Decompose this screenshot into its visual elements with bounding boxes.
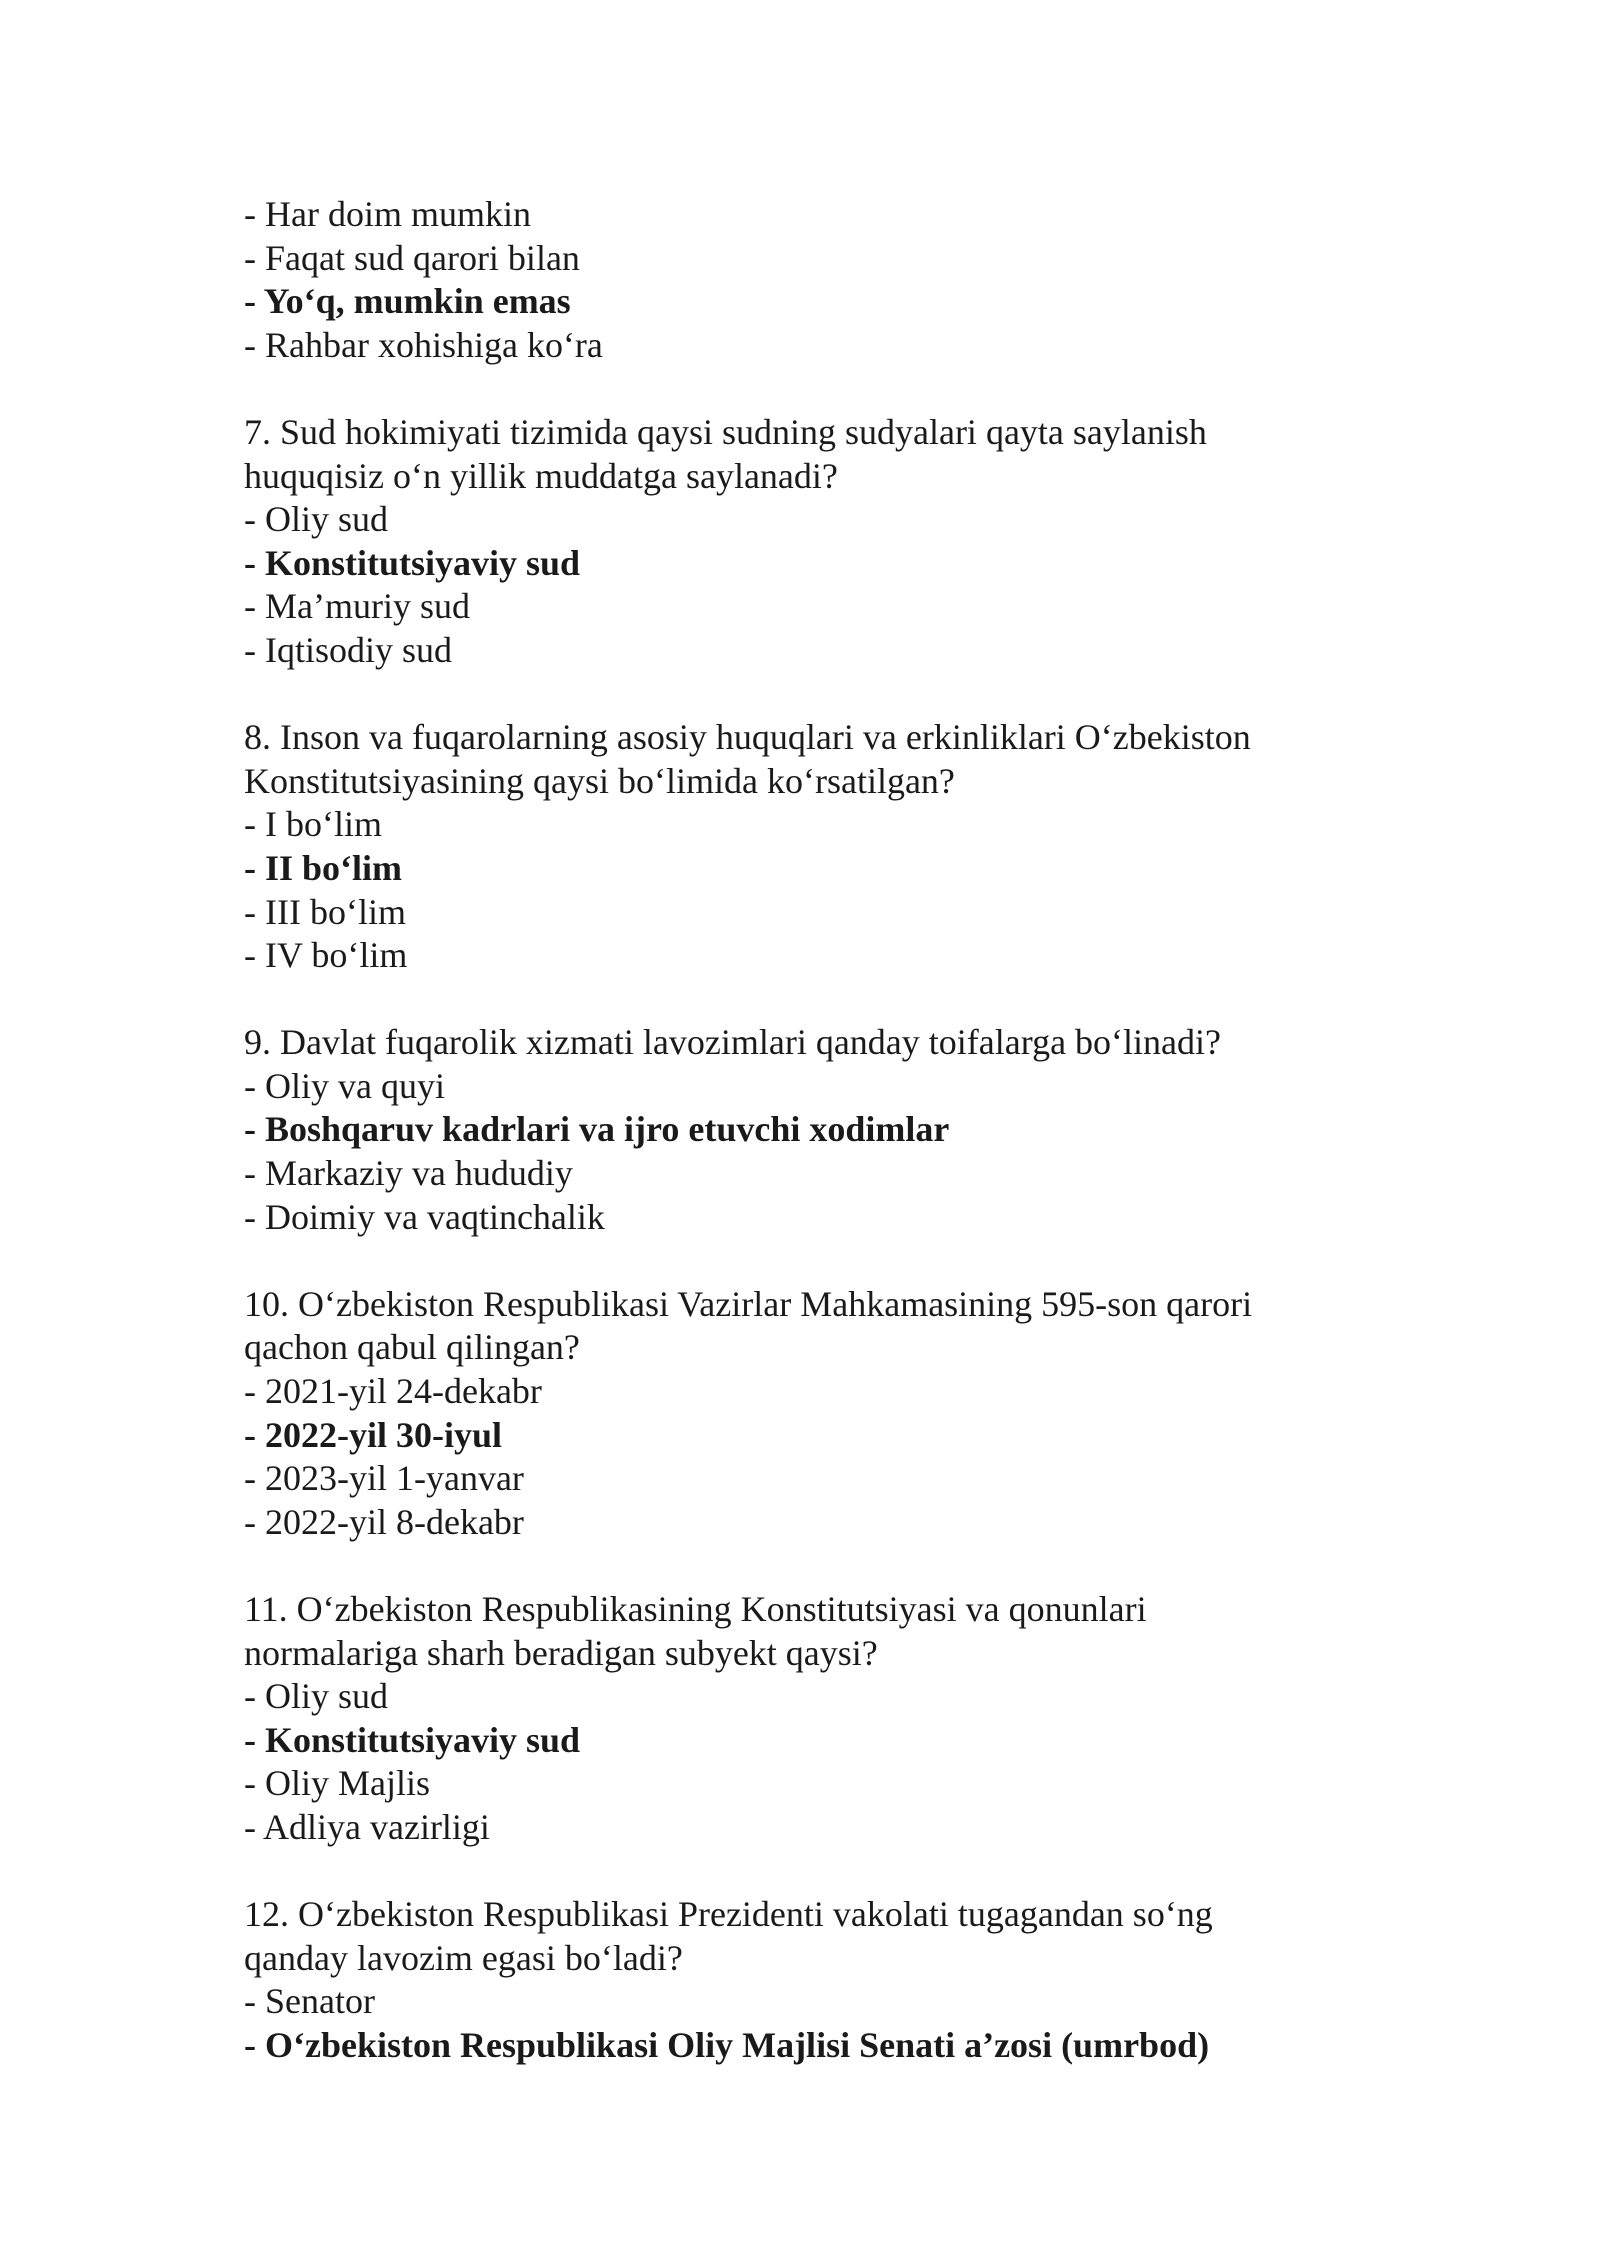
correct-option-line: - 2022-yil 30-iyul [244, 1414, 502, 1455]
question-line: 8. Inson va fuqarolarning asosiy huquqlari va erkinliklari O‘zbekiston [244, 717, 1251, 758]
correct-option-line: - II bo‘lim [244, 847, 403, 888]
question-block-12 [244, 1893, 1394, 2067]
question-line: 7. Sud hokimiyati tizimida qaysi sudning sudyalari qayta saylanish [244, 411, 1207, 452]
question-line: huquqisiz o‘n yillik muddatga saylanadi? [244, 455, 838, 496]
option-line: - Oliy sud [244, 1676, 388, 1717]
question-block-10 [244, 1283, 1394, 1545]
question-line: 10. O‘zbekiston Respublikasi Vazirlar Mahkamasining 595-son qarori [244, 1283, 1253, 1324]
option-line: - 2023-yil 1-yanvar [244, 1458, 524, 1499]
correct-option-line: - O‘zbekiston Respublikasi Oliy Majlisi Senati a’zosi (umrbod) [244, 2024, 1210, 2065]
option-line: - IV bo‘lim [244, 935, 408, 976]
question-line: qachon qabul qilingan? [244, 1327, 580, 1368]
option-line: - Oliy sud [244, 499, 388, 540]
question-line: Konstitutsiyasining qaysi bo‘limida ko‘rsatilgan? [244, 760, 955, 801]
option-line: - III bo‘lim [244, 891, 406, 932]
option-line: - Faqat sud qarori bilan [244, 237, 580, 278]
option-line: - Ma’muriy sud [244, 586, 470, 627]
question-block-7 [244, 411, 1394, 673]
option-line: - Senator [244, 1981, 375, 2022]
option-line: - 2021-yil 24-dekabr [244, 1371, 542, 1412]
correct-option-line: - Konstitutsiyaviy sud [244, 542, 581, 583]
option-line: - Doimiy va vaqtinchalik [244, 1196, 605, 1237]
correct-option-line: - Boshqaruv kadrlari va ijro etuvchi xodimlar [244, 1109, 950, 1150]
question-block-11 [244, 1588, 1394, 1850]
option-line: - Oliy va quyi [244, 1065, 445, 1106]
question-line: 12. O‘zbekiston Respublikasi Prezidenti vakolati tugagandan so‘ng [244, 1894, 1213, 1935]
question-block-9 [244, 1021, 1394, 1239]
option-line: - Oliy Majlis [244, 1763, 430, 1804]
option-line: - Iqtisodiy sud [244, 629, 453, 670]
question-line: 9. Davlat fuqarolik xizmati lavozimlari qanday toifalarga bo‘linadi? [244, 1022, 1221, 1063]
option-line: - Har doim mumkin [244, 194, 531, 234]
option-line: - Adliya vazirligi [244, 1806, 490, 1847]
option-line: - 2022-yil 8-dekabr [244, 1501, 524, 1542]
document-page [244, 193, 1394, 2068]
correct-option-line: - Konstitutsiyaviy sud [244, 1719, 581, 1760]
question-block-6 [244, 193, 1394, 367]
question-block-8 [244, 716, 1394, 978]
correct-option-line: - Yo‘q, mumkin emas [244, 281, 571, 322]
question-line: normalariga sharh beradigan subyekt qaysi? [244, 1632, 878, 1673]
question-line: 11. O‘zbekiston Respublikasining Konstitutsiyasi va qonunlari [244, 1589, 1147, 1629]
option-line: - Markaziy va hududiy [244, 1153, 573, 1194]
question-line: qanday lavozim egasi bo‘ladi? [244, 1937, 683, 1978]
option-line: - Rahbar xohishiga ko‘ra [244, 324, 603, 365]
option-line: - I bo‘lim [244, 804, 382, 845]
